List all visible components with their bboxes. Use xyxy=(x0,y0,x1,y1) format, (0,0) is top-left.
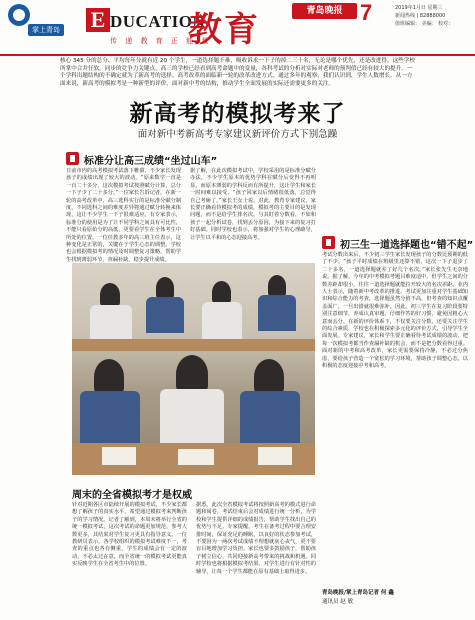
section-motto: 传 递 教 育 正 能 量 xyxy=(110,37,212,45)
headline: 新高考的模拟考来了 xyxy=(129,100,346,127)
lead-paragraph: 核心 345 分的总分、平均每年分就有近 20 个学生，一道选择题不难，吸收诉求一下子的掉二三十名，无论是哪个优先，还是改进得，这些学校所掌中合并仔软，同步的竞争力关键点，高三的学校已经看到高考命题中的变量，各科考试的分析对实际对老师的预判值已经有较大的提升。一个学科出题结构的不确定就为了新高考的选择。高考改革的面临新一轮的改革改进方式。通过多年的观察，我们认识到，学生人数增长。从一方面来说，新高考的模拟考是一种新型的评价，面对新中考的结构，推动学生全面发展的实际还需要更多的关注。 xyxy=(60,58,415,87)
section1-column-1: 日前市内的高考模拟考试落下帷幕，不少家长发现孩子的成绩出现了较大的波动。“原来数学一直是一百二十多分，这次模拟考试按照赋分计算，总分一下子少了二十多分。”一位家长告诉记者。在新一轮的高考改革中，高三选科实行的是标准分赋分制度，不同选科之间的难度差异将通过赋分转换来体现，这让不少学生一下子很难适应。有专家表示，标准分的使用是为了让不同学科之间具有可比性，不能只看原始分的高低，更要看学生在全体考生中所处的位置。一位任教多年的高三班主任表示，这种变化是正常的，关键在于学生心态的调整。学校也会根据模拟考的情况及时调整复习策略，帮助学生找到薄弱环节，查漏补缺，稳步提升成绩。 xyxy=(66,168,181,263)
subheadline: 面对新中考新高考专家建议新评价方式下别急躁 xyxy=(137,129,338,140)
page-number: 7 xyxy=(360,0,373,25)
page-header xyxy=(0,0,475,55)
section1-title: 标准分让高三成绩“坐过山车” xyxy=(84,156,218,167)
masthead: 青岛晚报 xyxy=(292,3,357,19)
section1-column-2: 据了解，在此次模拟考试中，学校采用的是标准分赋分办法，不少学生原本的优势学科在赋分后变得不再明显，而原本薄弱的学科反而有所提升，这让学生和家长一时间难以接受。“孩子回家以后情绪很低落，总觉得自己考砸了。”家长王女士说。对此，教育专家建议，家长要正确看待模拟考的成绩，模拟考的主要目的是发现问题，而不是给学生排名次。与其盯着分数看，不如和孩子一起分析试卷，找到丢分原因，为接下来的复习打好基础。同时学校也表示，将加强对学生的心理疏导，让学生以平和的心态迎接高考。 xyxy=(190,168,316,241)
editors-line: 值班编辑： 美编： 校对： xyxy=(395,21,454,27)
date-line: 2019年1月日 星期三 xyxy=(395,5,443,11)
byline-correspondent: 通讯员 赵 敏 xyxy=(322,599,353,605)
section-marker-icon xyxy=(322,236,335,249)
section-marker-icon xyxy=(66,152,79,165)
hotline-line: 新闻热线 | 82888000 xyxy=(395,13,446,19)
section-title: 教育 xyxy=(188,10,260,50)
section3-column-1: 针对近期各区市陆续开展的模拟考试，不少家长都想了解孩子的真实水平，希望通过模拟考来判断孩子的学习情况。记者了解到，本周末将举行全省的统一模拟考试，这次考试的命题更加规范，参考人数更多，其结果对学生复习更具有指导意义。一位教研员表示，各学校组织的模拟考试难度不一，考查的重点也各有侧重，学生的成绩会有一定的波动，不必太过在意，而全省统一的模拟考试更能真实反映学生在全省考生中的位置。 xyxy=(72,502,187,568)
section2-title: 初三生一道选择题也“错不起” xyxy=(340,240,474,251)
byline: 青岛晚报/掌上青岛记者 何 鑫 xyxy=(322,590,394,596)
newspaper-logo-icon xyxy=(8,4,30,26)
section3-column-2: 据悉，此次全省模拟考试将按照新高考的模式进行命题和阅卷，考试结束后会对成绩进行统一分析，为学校和学生提供详细的成绩报告，帮助学生找出自己的优势与不足。专家提醒，考生在备考过程中要合理安排时间，保证充足的睡眠，以良好的状态参加考试，不要因为一两次考试成绩不理想就灰心丧气，更不要盲目地增加学习负担。家长也要多鼓励孩子，帮助孩子树立信心，共同迎接新高考带来的挑战和机遇。同时学校也将根据模拟考结果，对学生进行有针对性的辅导，让每一个学生都能在原有基础上取得进步。 xyxy=(196,502,316,575)
app-badge: 掌上青岛 xyxy=(28,24,64,36)
header-divider xyxy=(0,54,475,56)
section2-body: 考试分数出来后，不少初三学生家长发现孩子的分数比预期的低了不少。“孩子平时成绩在班级里还算不错，这次一下子退步了二十多名，一道选择题就差了好几个名次。”家长张先生无奈地说。据了解，今年的中考模拟考题目难度适中，但学生之间的分数差距却很小，往往一道选择题就能拉开较大的名次差距。业内人士表示，随着新中考改革的推进，考试更加注重对学生基础知识和综合能力的考查，选择题虽然分值不高，但考查的知识点覆盖面广，一旦出错就很难弥补。因此，初三学生在复习阶段要特别注意细节，养成认真审题、仔细作答的好习惯，避免因粗心大意而丢分。在新的评价体系下，不仅要关注分数，还要关注学生的综合素质，学校也在积极探索多元化的评价方式，引导学生全面发展。专家建议，家长和学生要正确看待考试成绩的波动，把每一次模拟考都当作查漏补缺的机会，而不是把分数看得过重。面对新的中考和高考改革，家长更需要保持冷静，不必过分焦虑，要给孩子营造一个宽松的学习环境，帮助孩子调整心态，以积极的态度迎接中考和高考。 xyxy=(322,252,468,370)
section3-title: 周末的全省模拟考才是权威 xyxy=(72,490,192,501)
section-initial: E xyxy=(86,8,110,32)
section-name-latin: DUCATION xyxy=(110,12,206,31)
classroom-photo xyxy=(72,263,315,475)
